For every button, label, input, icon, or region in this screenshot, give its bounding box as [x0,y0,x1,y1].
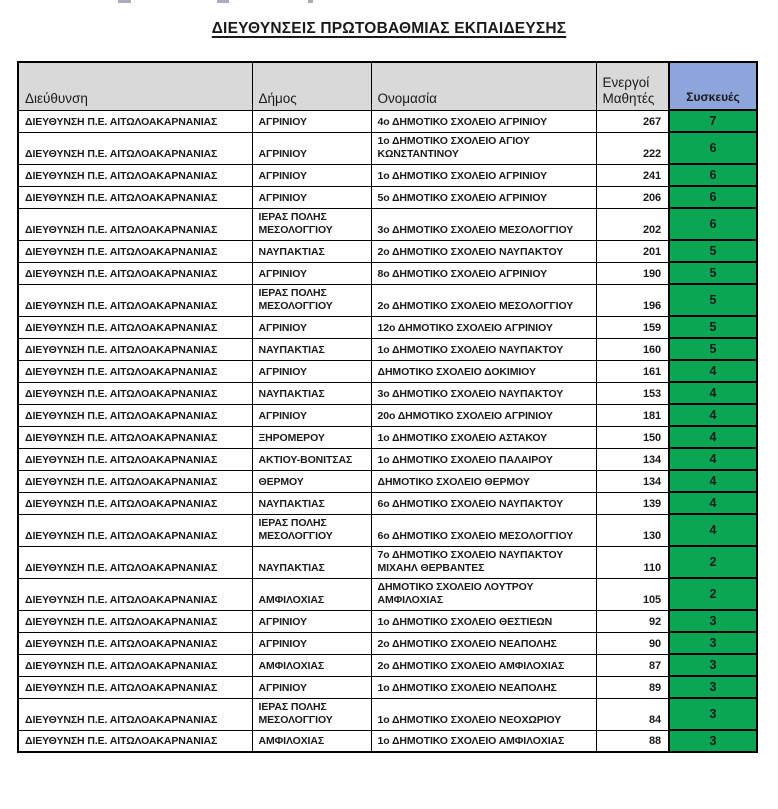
cell-municipality: ΘΕΡΜΟΥ [252,470,371,492]
cell-active-students: 202 [596,208,669,240]
cell-active-students: 92 [596,610,669,632]
cell-active-students: 88 [596,730,669,752]
cell-municipality: ΑΓΡΙΝΙΟΥ [252,632,371,654]
cell-active-students: 196 [596,284,669,316]
table-row [18,514,757,546]
cell-devices: 5 [669,262,757,284]
cell-devices: 4 [669,404,757,426]
cell-active-students: 84 [596,698,669,730]
cell-municipality: ΝΑΥΠΑΚΤΙΑΣ [252,546,371,578]
cell-municipality: ΞΗΡΟΜΕΡΟΥ [252,426,371,448]
primary-education-schools-table [17,61,758,753]
cell-devices: 4 [669,470,757,492]
cell-directorate: ΔΙΕΥΘΥΝΣΗ Π.Ε. ΑΙΤΩΛΟΑΚΑΡΝΑΝΙΑΣ [18,698,252,730]
cell-school-name: 1ο ΔΗΜΟΤΙΚΟ ΣΧΟΛΕΙΟ ΑΣΤΑΚΟΥ [371,426,596,448]
cell-devices: 4 [669,382,757,404]
table-row [18,382,757,404]
column-header-active-students: Ενεργοί Μαθητές [596,62,669,110]
cell-municipality: ΑΜΦΙΛΟΧΙΑΣ [252,578,371,610]
cell-school-name: 1ο ΔΗΜΟΤΙΚΟ ΣΧΟΛΕΙΟ ΠΑΛΑΙΡΟΥ [371,448,596,470]
table-row [18,164,757,186]
cell-directorate: ΔΙΕΥΘΥΝΣΗ Π.Ε. ΑΙΤΩΛΟΑΚΑΡΝΑΝΙΑΣ [18,514,252,546]
cell-active-students: 222 [596,132,669,164]
cell-active-students: 89 [596,676,669,698]
cropped-text-fragment [118,0,131,3]
cell-school-name: 2ο ΔΗΜΟΤΙΚΟ ΣΧΟΛΕΙΟ ΑΜΦΙΛΟΧΙΑΣ [371,654,596,676]
cell-directorate: ΔΙΕΥΘΥΝΣΗ Π.Ε. ΑΙΤΩΛΟΑΚΑΡΝΑΝΙΑΣ [18,546,252,578]
cell-municipality: ΑΓΡΙΝΙΟΥ [252,164,371,186]
cell-directorate: ΔΙΕΥΘΥΝΣΗ Π.Ε. ΑΙΤΩΛΟΑΚΑΡΝΑΝΙΑΣ [18,730,252,752]
cell-school-name: 2ο ΔΗΜΟΤΙΚΟ ΣΧΟΛΕΙΟ ΝΑΥΠΑΚΤΟΥ [371,240,596,262]
cell-municipality: ΑΓΡΙΝΙΟΥ [252,360,371,382]
cell-municipality: ΑΓΡΙΝΙΟΥ [252,610,371,632]
table-row [18,316,757,338]
table-row [18,632,757,654]
cell-directorate: ΔΙΕΥΘΥΝΣΗ Π.Ε. ΑΙΤΩΛΟΑΚΑΡΝΑΝΙΑΣ [18,240,252,262]
cell-municipality: ΙΕΡΑΣ ΠΟΛΗΣ ΜΕΣΟΛΟΓΓΙΟΥ [252,208,371,240]
cell-school-name: 7ο ΔΗΜΟΤΙΚΟ ΣΧΟΛΕΙΟ ΝΑΥΠΑΚΤΟΥ ΜΙΧΑΗΛ ΘΕΡΒΑΝΤΕΣ [371,546,596,578]
cell-municipality: ΙΕΡΑΣ ΠΟΛΗΣ ΜΕΣΟΛΟΓΓΙΟΥ [252,284,371,316]
cell-directorate: ΔΙΕΥΘΥΝΣΗ Π.Ε. ΑΙΤΩΛΟΑΚΑΡΝΑΝΙΑΣ [18,610,252,632]
cell-devices: 6 [669,132,757,164]
cell-directorate: ΔΙΕΥΘΥΝΣΗ Π.Ε. ΑΙΤΩΛΟΑΚΑΡΝΑΝΙΑΣ [18,382,252,404]
cell-active-students: 153 [596,382,669,404]
cell-municipality: ΝΑΥΠΑΚΤΙΑΣ [252,240,371,262]
cell-directorate: ΔΙΕΥΘΥΝΣΗ Π.Ε. ΑΙΤΩΛΟΑΚΑΡΝΑΝΙΑΣ [18,470,252,492]
cell-school-name: 6ο ΔΗΜΟΤΙΚΟ ΣΧΟΛΕΙΟ ΜΕΣΟΛΟΓΓΙΟΥ [371,514,596,546]
cell-directorate: ΔΙΕΥΘΥΝΣΗ Π.Ε. ΑΙΤΩΛΟΑΚΑΡΝΑΝΙΑΣ [18,186,252,208]
cell-devices: 5 [669,316,757,338]
cell-directorate: ΔΙΕΥΘΥΝΣΗ Π.Ε. ΑΙΤΩΛΟΑΚΑΡΝΑΝΙΑΣ [18,208,252,240]
column-header-municipality: Δήμος [252,62,371,110]
table-row [18,404,757,426]
cell-municipality: ΝΑΥΠΑΚΤΙΑΣ [252,492,371,514]
table-row [18,240,757,262]
cell-directorate: ΔΙΕΥΘΥΝΣΗ Π.Ε. ΑΙΤΩΛΟΑΚΑΡΝΑΝΙΑΣ [18,578,252,610]
cell-municipality: ΝΑΥΠΑΚΤΙΑΣ [252,338,371,360]
cell-municipality: ΙΕΡΑΣ ΠΟΛΗΣ ΜΕΣΟΛΟΓΓΙΟΥ [252,514,371,546]
cell-devices: 6 [669,164,757,186]
cell-school-name: 1ο ΔΗΜΟΤΙΚΟ ΣΧΟΛΕΙΟ ΝΑΥΠΑΚΤΟΥ [371,338,596,360]
cropped-text-fragment [217,0,229,3]
cell-directorate: ΔΙΕΥΘΥΝΣΗ Π.Ε. ΑΙΤΩΛΟΑΚΑΡΝΑΝΙΑΣ [18,284,252,316]
cell-school-name: 2ο ΔΗΜΟΤΙΚΟ ΣΧΟΛΕΙΟ ΜΕΣΟΛΟΓΓΙΟΥ [371,284,596,316]
cell-municipality: ΝΑΥΠΑΚΤΙΑΣ [252,382,371,404]
table-row [18,426,757,448]
cell-devices: 5 [669,240,757,262]
cell-devices: 5 [669,338,757,360]
cell-school-name: 12ο ΔΗΜΟΤΙΚΟ ΣΧΟΛΕΙΟ ΑΓΡΙΝΙΟΥ [371,316,596,338]
cell-municipality: ΑΜΦΙΛΟΧΙΑΣ [252,730,371,752]
table-body [18,110,757,752]
cell-active-students: 241 [596,164,669,186]
cell-municipality: ΑΓΡΙΝΙΟΥ [252,132,371,164]
cell-active-students: 181 [596,404,669,426]
cell-directorate: ΔΙΕΥΘΥΝΣΗ Π.Ε. ΑΙΤΩΛΟΑΚΑΡΝΑΝΙΑΣ [18,492,252,514]
cell-active-students: 206 [596,186,669,208]
cell-active-students: 134 [596,470,669,492]
table-row [18,132,757,164]
cell-municipality: ΑΓΡΙΝΙΟΥ [252,316,371,338]
cell-school-name: 1ο ΔΗΜΟΤΙΚΟ ΣΧΟΛΕΙΟ ΘΕΣΤΙΕΩΝ [371,610,596,632]
cell-active-students: 139 [596,492,669,514]
cell-school-name: ΔΗΜΟΤΙΚΟ ΣΧΟΛΕΙΟ ΘΕΡΜΟΥ [371,470,596,492]
cell-municipality: ΙΕΡΑΣ ΠΟΛΗΣ ΜΕΣΟΛΟΓΓΙΟΥ [252,698,371,730]
cell-school-name: 20ο ΔΗΜΟΤΙΚΟ ΣΧΟΛΕΙΟ ΑΓΡΙΝΙΟΥ [371,404,596,426]
table-row [18,492,757,514]
cell-directorate: ΔΙΕΥΘΥΝΣΗ Π.Ε. ΑΙΤΩΛΟΑΚΑΡΝΑΝΙΑΣ [18,360,252,382]
cell-devices: 3 [669,676,757,698]
cell-directorate: ΔΙΕΥΘΥΝΣΗ Π.Ε. ΑΙΤΩΛΟΑΚΑΡΝΑΝΙΑΣ [18,262,252,284]
cell-active-students: 161 [596,360,669,382]
column-header-devices: Συσκευές [669,62,757,110]
cell-school-name: 1ο ΔΗΜΟΤΙΚΟ ΣΧΟΛΕΙΟ ΑΓΙΟΥ ΚΩΝΣΤΑΝΤΙΝΟΥ [371,132,596,164]
cell-devices: 3 [669,730,757,752]
cell-devices: 6 [669,208,757,240]
table-row [18,110,757,132]
table-row [18,284,757,316]
cell-school-name: 8ο ΔΗΜΟΤΙΚΟ ΣΧΟΛΕΙΟ ΑΓΡΙΝΙΟΥ [371,262,596,284]
table-header-row [18,62,757,110]
cell-municipality: ΑΜΦΙΛΟΧΙΑΣ [252,654,371,676]
table-row [18,360,757,382]
cell-directorate: ΔΙΕΥΘΥΝΣΗ Π.Ε. ΑΙΤΩΛΟΑΚΑΡΝΑΝΙΑΣ [18,338,252,360]
cell-school-name: ΔΗΜΟΤΙΚΟ ΣΧΟΛΕΙΟ ΔΟΚΙΜΙΟΥ [371,360,596,382]
column-header-directorate: Διεύθυνση [18,62,252,110]
cell-directorate: ΔΙΕΥΘΥΝΣΗ Π.Ε. ΑΙΤΩΛΟΑΚΑΡΝΑΝΙΑΣ [18,654,252,676]
cell-devices: 5 [669,284,757,316]
cell-active-students: 160 [596,338,669,360]
cell-school-name: 1ο ΔΗΜΟΤΙΚΟ ΣΧΟΛΕΙΟ ΑΜΦΙΛΟΧΙΑΣ [371,730,596,752]
cell-active-students: 130 [596,514,669,546]
cell-school-name: ΔΗΜΟΤΙΚΟ ΣΧΟΛΕΙΟ ΛΟΥΤΡΟΥ ΑΜΦΙΛΟΧΙΑΣ [371,578,596,610]
cell-devices: 2 [669,578,757,610]
cell-devices: 4 [669,514,757,546]
cell-devices: 7 [669,110,757,132]
table-row [18,448,757,470]
cell-devices: 4 [669,448,757,470]
cell-devices: 4 [669,360,757,382]
cell-directorate: ΔΙΕΥΘΥΝΣΗ Π.Ε. ΑΙΤΩΛΟΑΚΑΡΝΑΝΙΑΣ [18,110,252,132]
cell-directorate: ΔΙΕΥΘΥΝΣΗ Π.Ε. ΑΙΤΩΛΟΑΚΑΡΝΑΝΙΑΣ [18,316,252,338]
cell-directorate: ΔΙΕΥΘΥΝΣΗ Π.Ε. ΑΙΤΩΛΟΑΚΑΡΝΑΝΙΑΣ [18,676,252,698]
cell-active-students: 87 [596,654,669,676]
cell-directorate: ΔΙΕΥΘΥΝΣΗ Π.Ε. ΑΙΤΩΛΟΑΚΑΡΝΑΝΙΑΣ [18,164,252,186]
column-header-name: Ονομασία [371,62,596,110]
cell-active-students: 201 [596,240,669,262]
cell-directorate: ΔΙΕΥΘΥΝΣΗ Π.Ε. ΑΙΤΩΛΟΑΚΑΡΝΑΝΙΑΣ [18,132,252,164]
cell-municipality: ΑΚΤΙΟΥ-ΒΟΝΙΤΣΑΣ [252,448,371,470]
cell-directorate: ΔΙΕΥΘΥΝΣΗ Π.Ε. ΑΙΤΩΛΟΑΚΑΡΝΑΝΙΑΣ [18,632,252,654]
table-row [18,208,757,240]
cell-municipality: ΑΓΡΙΝΙΟΥ [252,676,371,698]
cell-school-name: 5ο ΔΗΜΟΤΙΚΟ ΣΧΟΛΕΙΟ ΑΓΡΙΝΙΟΥ [371,186,596,208]
cell-directorate: ΔΙΕΥΘΥΝΣΗ Π.Ε. ΑΙΤΩΛΟΑΚΑΡΝΑΝΙΑΣ [18,448,252,470]
cell-active-students: 159 [596,316,669,338]
cell-school-name: 3ο ΔΗΜΟΤΙΚΟ ΣΧΟΛΕΙΟ ΜΕΣΟΛΟΓΓΙΟΥ [371,208,596,240]
cell-school-name: 2ο ΔΗΜΟΤΙΚΟ ΣΧΟΛΕΙΟ ΝΕΑΠΟΛΗΣ [371,632,596,654]
cell-devices: 3 [669,610,757,632]
cell-municipality: ΑΓΡΙΝΙΟΥ [252,404,371,426]
cell-school-name: 3ο ΔΗΜΟΤΙΚΟ ΣΧΟΛΕΙΟ ΝΑΥΠΑΚΤΟΥ [371,382,596,404]
page-title: ΔΙΕΥΘΥΝΣΕΙΣ ΠΡΩΤΟΒΑΘΜΙΑΣ ΕΚΠΑΙΔΕΥΣΗΣ [211,20,567,37]
table-row [18,338,757,360]
table-row [18,730,757,752]
cell-directorate: ΔΙΕΥΘΥΝΣΗ Π.Ε. ΑΙΤΩΛΟΑΚΑΡΝΑΝΙΑΣ [18,426,252,448]
cell-devices: 3 [669,654,757,676]
cell-municipality: ΑΓΡΙΝΙΟΥ [252,110,371,132]
table-row [18,262,757,284]
cell-devices: 3 [669,698,757,730]
cell-school-name: 1ο ΔΗΜΟΤΙΚΟ ΣΧΟΛΕΙΟ ΝΕΟΧΩΡΙΟΥ [371,698,596,730]
cell-active-students: 190 [596,262,669,284]
cell-active-students: 90 [596,632,669,654]
table-row [18,546,757,578]
cell-active-students: 267 [596,110,669,132]
cell-school-name: 1ο ΔΗΜΟΤΙΚΟ ΣΧΟΛΕΙΟ ΑΓΡΙΝΙΟΥ [371,164,596,186]
cell-school-name: 1ο ΔΗΜΟΤΙΚΟ ΣΧΟΛΕΙΟ ΝΕΑΠΟΛΗΣ [371,676,596,698]
cell-school-name: 4ο ΔΗΜΟΤΙΚΟ ΣΧΟΛΕΙΟ ΑΓΡΙΝΙΟΥ [371,110,596,132]
cell-municipality: ΑΓΡΙΝΙΟΥ [252,186,371,208]
cell-municipality: ΑΓΡΙΝΙΟΥ [252,262,371,284]
cell-devices: 2 [669,546,757,578]
table-row [18,578,757,610]
cell-directorate: ΔΙΕΥΘΥΝΣΗ Π.Ε. ΑΙΤΩΛΟΑΚΑΡΝΑΝΙΑΣ [18,404,252,426]
table-row [18,676,757,698]
table-row [18,186,757,208]
cell-devices: 3 [669,632,757,654]
cell-devices: 4 [669,492,757,514]
table-row [18,470,757,492]
cell-active-students: 105 [596,578,669,610]
cell-devices: 4 [669,426,757,448]
cell-active-students: 110 [596,546,669,578]
cell-school-name: 6ο ΔΗΜΟΤΙΚΟ ΣΧΟΛΕΙΟ ΝΑΥΠΑΚΤΟΥ [371,492,596,514]
table-row [18,698,757,730]
table-row [18,610,757,632]
cell-active-students: 134 [596,448,669,470]
table-row [18,654,757,676]
cropped-text-fragment [308,0,313,3]
cell-devices: 6 [669,186,757,208]
cell-active-students: 150 [596,426,669,448]
